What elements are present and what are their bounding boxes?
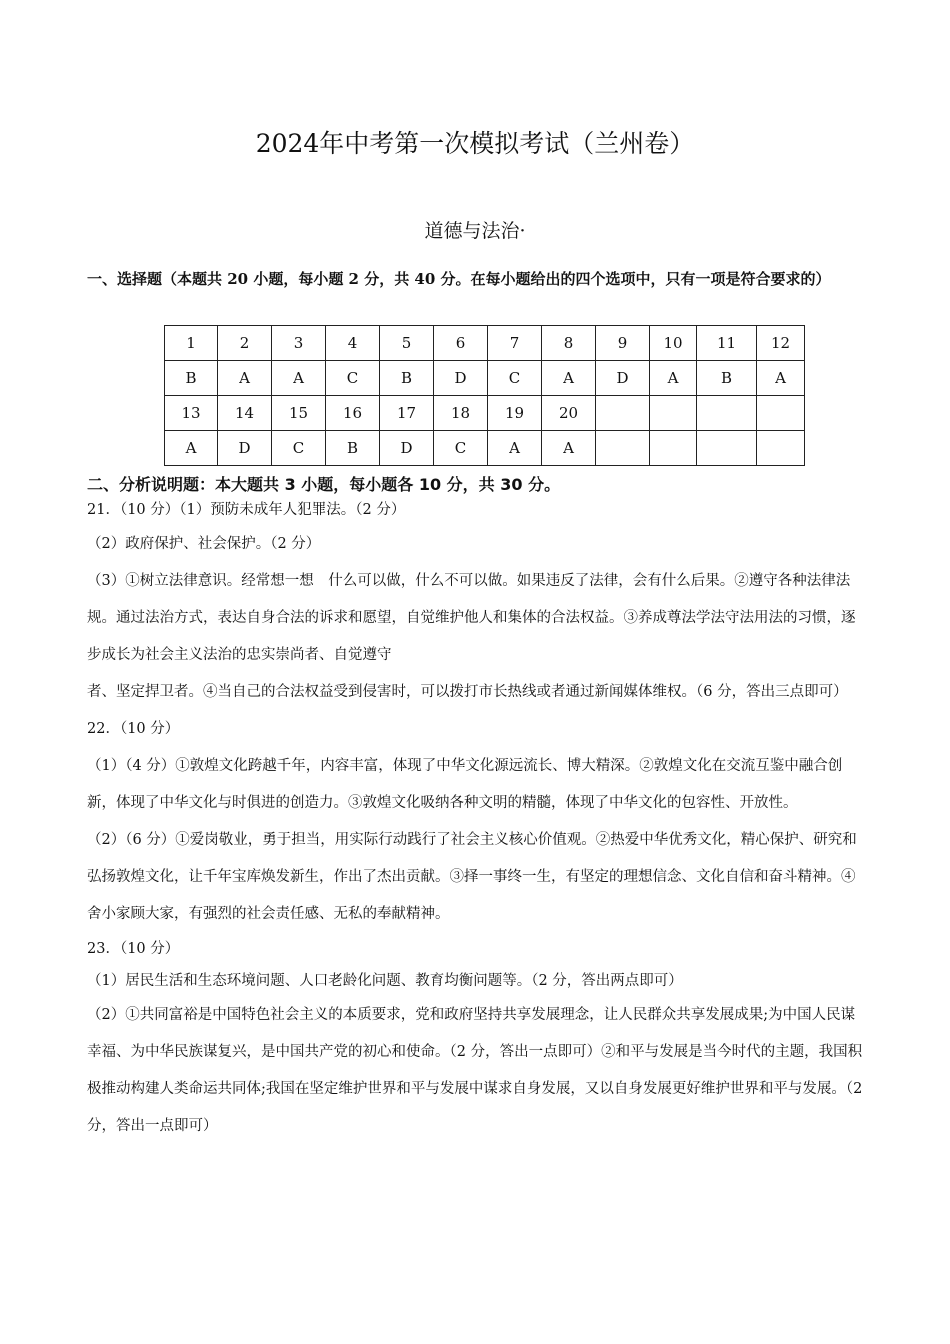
answer-cell: 4	[326, 326, 380, 361]
answer-cell	[757, 396, 805, 431]
q21-line: 21．（10 分）（1）预防未成年人犯罪法。（2 分）	[87, 502, 406, 518]
answer-cell	[596, 396, 650, 431]
section1-heading: 一、选择题（本题共 20 小题，每小题 2 分，共 40 分。在每小题给出的四个选项中，只有一项是符合要求的）	[87, 270, 831, 288]
answer-cell: 5	[380, 326, 434, 361]
answer-cell: 17	[380, 396, 434, 431]
answer-cell	[757, 431, 805, 466]
q22-part2: （2）（6 分）①爱岗敬业，勇于担当，用实际行动践行了社会主义核心价值观。②热爱中华优秀文化，精心保护、研究和弘扬敦煌文化，让千年宝库焕发新生，作出了杰出贡献。③择一事终一生，有坚定的理想信念、文化自信和奋斗精神。④舍小家顾大家，有强烈的社会责任感、无私的奉献精神。	[87, 832, 857, 922]
answer-cell: A	[488, 431, 542, 466]
q22-part1: （1）（4 分）①敦煌文化跨越千年，内容丰富，体现了中华文化源远流长、博大精深。②敦煌文化在交流互鉴中融合创新，体现了中华文化与时俱进的创造力。③敦煌文化吸纳各种文明的精髓，体现了中华文化的包容性、开放性。	[87, 758, 843, 811]
answer-cell: 16	[326, 396, 380, 431]
answer-cell: 13	[165, 396, 218, 431]
answer-table-row	[165, 326, 805, 361]
answer-cell: A	[542, 431, 596, 466]
answer-cell: 7	[488, 326, 542, 361]
section2-heading: 二、分析说明题：本大题共 3 小题，每小题各 10 分，共 30 分。	[87, 475, 561, 494]
answer-cell: 3	[272, 326, 326, 361]
answer-cell: A	[218, 361, 272, 396]
answer-cell	[697, 396, 757, 431]
q22-heading: 22．（10 分）	[87, 721, 180, 737]
answer-cell	[596, 431, 650, 466]
answer-cell: D	[434, 361, 488, 396]
answer-cell: B	[697, 361, 757, 396]
answer-cell: 10	[650, 326, 697, 361]
section2-body	[87, 494, 865, 1145]
answer-cell: C	[488, 361, 542, 396]
q21-part3: （3）①树立法律意识。经常想一想 什么可以做，什么不可以做。如果违反了法律，会有什么后果。②遵守各种法律法规。通过法治方式，表达自身合法的诉求和愿望，自觉维护他人和集体的合法权益。③养成尊法学法守法用法的习惯，逐步成长为社会主义法治的忠实崇尚者、自觉遵守	[87, 573, 856, 663]
answer-cell: C	[434, 431, 488, 466]
answer-cell: 9	[596, 326, 650, 361]
answer-cell	[697, 431, 757, 466]
answer-cell: 18	[434, 396, 488, 431]
answer-cell: A	[650, 361, 697, 396]
answer-cell: C	[326, 361, 380, 396]
subject-heading: 道德与法治·	[424, 220, 526, 242]
answer-cell: 19	[488, 396, 542, 431]
answer-cell: 2	[218, 326, 272, 361]
answer-table	[164, 325, 805, 466]
answer-cell: D	[380, 431, 434, 466]
q23-heading: 23．（10 分）	[87, 941, 180, 957]
answer-cell: 1	[165, 326, 218, 361]
answer-table-row	[165, 431, 805, 466]
document-title: 2024年中考第一次模拟考试（兰州卷）	[255, 129, 695, 158]
answer-cell: 11	[697, 326, 757, 361]
answer-cell: 14	[218, 396, 272, 431]
answer-cell: 12	[757, 326, 805, 361]
answer-table-row	[165, 361, 805, 396]
answer-cell: B	[380, 361, 434, 396]
answer-cell: B	[326, 431, 380, 466]
q23-part2: （2）①共同富裕是中国特色社会主义的本质要求，党和政府坚持共享发展理念，让人民群众共享发展成果;为中国人民谋幸福、为中华民族谋复兴，是中国共产党的初心和使命。（2 分，答出一点即可）②和平与发展是当今时代的主题，我国积极推动构建人类命运共同体;我国在坚定维护世界和平与发展中谋求自身发展，又以自身发展更好维护世界和平与发展。（2 分，答出一点即可）	[87, 1007, 863, 1134]
answer-cell: B	[165, 361, 218, 396]
answer-cell: 15	[272, 396, 326, 431]
answer-cell: A	[542, 361, 596, 396]
q21-part3-cont: 者、坚定捍卫者。④当自己的合法权益受到侵害时，可以拨打市长热线或者通过新闻媒体维权。（6 分，答出三点即可）	[87, 684, 848, 700]
answer-cell: 8	[542, 326, 596, 361]
answer-cell: 6	[434, 326, 488, 361]
q23-part1: （1）居民生活和生态环境问题、人口老龄化问题、教育均衡问题等。（2 分，答出两点即可）	[87, 973, 683, 989]
answer-cell: D	[218, 431, 272, 466]
answer-cell: A	[165, 431, 218, 466]
q21-part2: （2）政府保护、社会保护。（2 分）	[87, 536, 321, 552]
answer-cell: A	[757, 361, 805, 396]
answer-cell: C	[272, 431, 326, 466]
answer-cell	[650, 396, 697, 431]
answer-cell	[650, 431, 697, 466]
answer-cell: 20	[542, 396, 596, 431]
answer-cell: D	[596, 361, 650, 396]
answer-table-row	[165, 396, 805, 431]
answer-cell: A	[272, 361, 326, 396]
